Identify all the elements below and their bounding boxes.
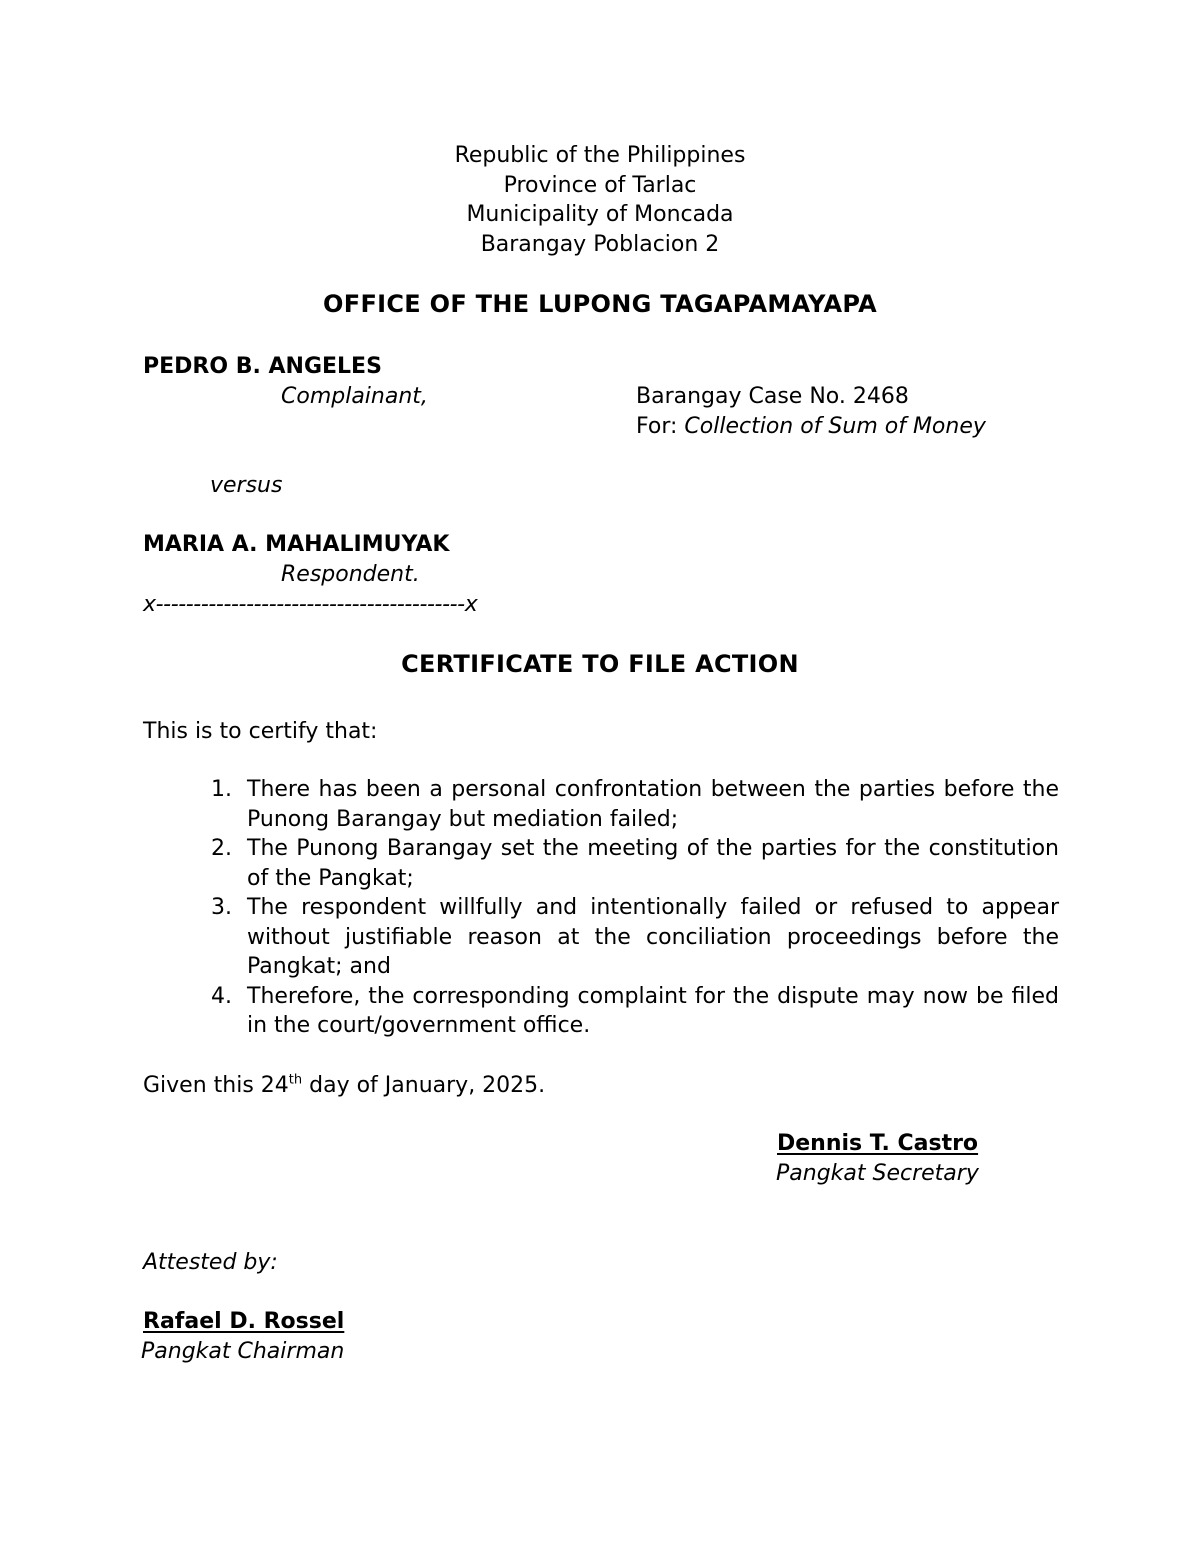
versus-text: versus xyxy=(210,473,283,498)
respondent-name: MARIA A. MAHALIMUYAK xyxy=(143,532,450,557)
certification-list xyxy=(0,775,1200,1041)
respondent-role: Respondent. xyxy=(281,562,420,587)
header-province: Province of Tarlac xyxy=(503,172,697,198)
list-item-text: Therefore, the corresponding complaint for the dispute may now be filed in the court/government office. xyxy=(247,983,1059,1038)
given-prefix: Given this 24 xyxy=(143,1073,289,1098)
given-rest: day of January, 2025. xyxy=(302,1073,546,1098)
intro-text: This is to certify that: xyxy=(143,719,378,744)
header-republic: Republic of the Philippines xyxy=(454,143,746,168)
chairman-name: Rafael D. Rossel xyxy=(143,1309,345,1334)
caption-separator: x-----------------------------------------x xyxy=(143,592,478,617)
secretary-name: Dennis T. Castro xyxy=(777,1131,979,1156)
given-date xyxy=(143,1071,545,1101)
given-ordinal-suffix: th xyxy=(288,1072,303,1088)
certificate-title: CERTIFICATE TO FILE ACTION xyxy=(401,650,799,678)
list-item xyxy=(0,834,1059,893)
secretary-title: Pangkat Secretary xyxy=(776,1161,979,1186)
list-item xyxy=(0,982,1059,1041)
case-for-value: Collection of Sum of Money xyxy=(684,414,986,439)
list-item xyxy=(0,775,1059,834)
header-municipality: Municipality of Moncada xyxy=(466,202,734,227)
document-header xyxy=(0,141,1200,259)
case-number: Barangay Case No. 2468 xyxy=(636,384,909,409)
complainant-role: Complainant, xyxy=(281,384,428,409)
case-nature xyxy=(636,412,986,442)
list-item-text: The Punong Barangay set the meeting of the parties for the constitution of the Pangkat; xyxy=(247,836,1059,891)
office-title: OFFICE OF THE LUPONG TAGAPAMAYAPA xyxy=(323,290,877,318)
list-item-number: 2. xyxy=(211,836,232,861)
chairman-title: Pangkat Chairman xyxy=(141,1339,345,1364)
complainant-name: PEDRO B. ANGELES xyxy=(143,354,382,379)
list-item-text: The respondent willfully and intentionally failed or refused to appear without justifiable reason at the conciliation proceedings before the Pangkat; and xyxy=(247,895,1059,979)
case-for-label: For: xyxy=(636,414,678,439)
list-item-number: 4. xyxy=(211,983,232,1009)
list-item-number: 3. xyxy=(211,895,232,920)
list-item xyxy=(0,893,1059,982)
header-barangay: Barangay Poblacion 2 xyxy=(480,231,720,257)
list-item-text: There has been a personal confrontation between the parties before the Punong Barangay but mediation failed; xyxy=(247,777,1059,832)
attested-by-label: Attested by: xyxy=(143,1250,278,1275)
list-item-number: 1. xyxy=(211,777,232,802)
